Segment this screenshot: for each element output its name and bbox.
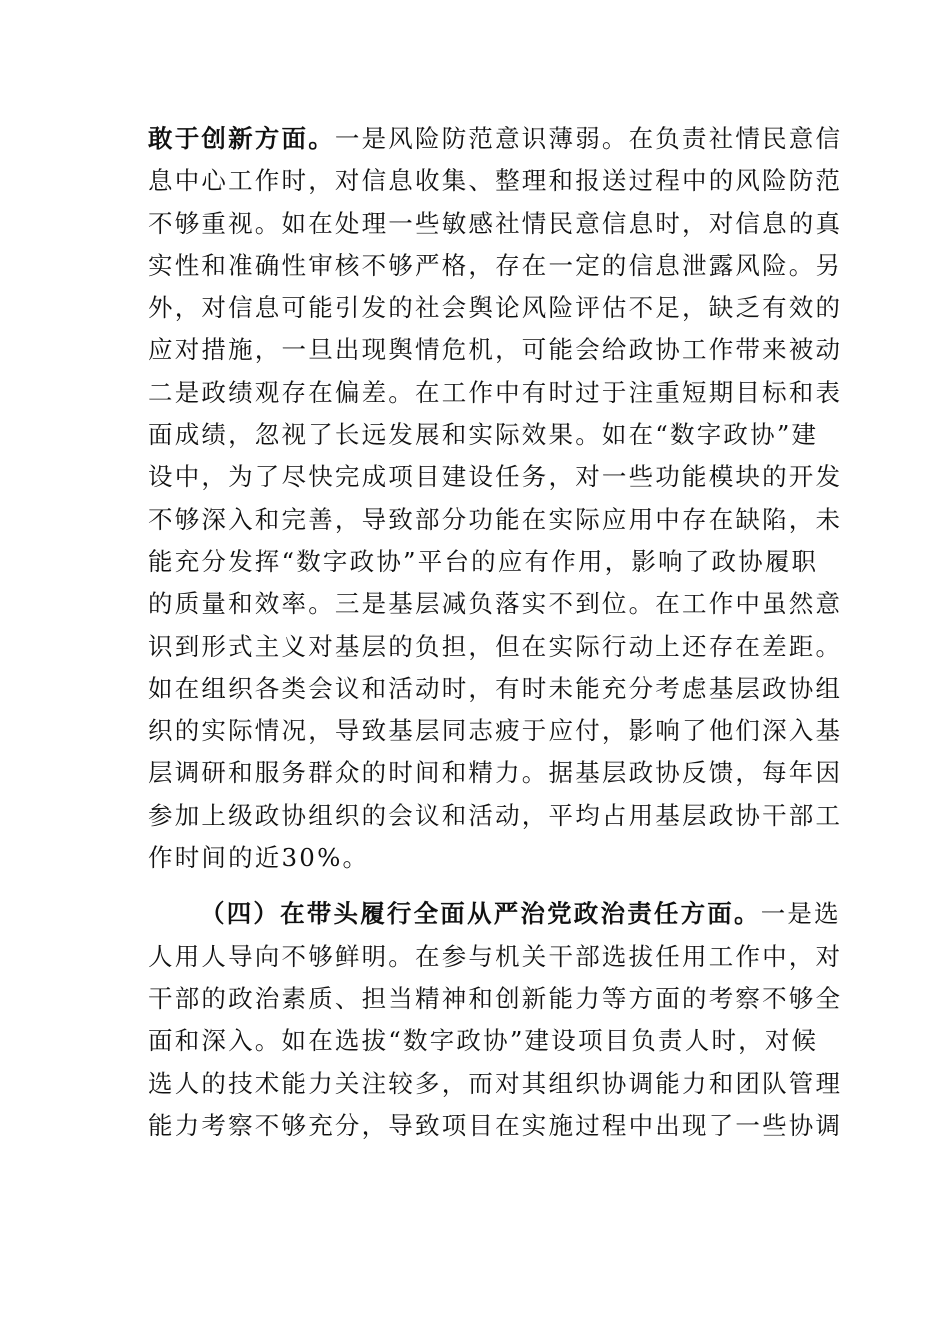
text-line: 面成绩，忽视了长远发展和实际效果。如在“数字政协”建 bbox=[148, 420, 819, 450]
text-line: 不够深入和完善，导致部分功能在实际应用中存在缺陷，未 bbox=[148, 504, 843, 534]
text-line: 外，对信息可能引发的社会舆论风险评估不足，缺乏有效的 bbox=[148, 293, 843, 323]
text-line: 应对措施，一旦出现舆情危机，可能会给政协工作带来被动 bbox=[148, 335, 843, 365]
text-line: 的质量和效率。三是基层减负落实不到位。在工作中虽然意 bbox=[148, 589, 843, 619]
text-line: 二是政绩观存在偏差。在工作中有时过于注重短期目标和表 bbox=[148, 377, 843, 407]
text-line: 识到形式主义对基层的负担，但在实际行动上还存在差距。 bbox=[148, 631, 843, 661]
text-line: 敢于创新方面。一是风险防范意识薄弱。在负责社情民意信 bbox=[148, 124, 843, 153]
paragraph-self-criticism-innovation bbox=[148, 118, 843, 879]
text-line: （四）在带头履行全面从严治党政治责任方面。一是选 bbox=[200, 899, 841, 929]
text-line: 选人的技术能力关注较多，而对其组织协调能力和团队管理 bbox=[148, 1068, 843, 1098]
text-line: 参加上级政协组织的会议和活动，平均占用基层政协干部工 bbox=[148, 800, 843, 830]
text-line: 能充分发挥“数字政协”平台的应有作用，影响了政协履职 bbox=[148, 546, 819, 576]
paragraph-party-governance bbox=[148, 893, 843, 1147]
section-heading: （四）在带头履行全面从严治党政治责任方面。 bbox=[200, 899, 761, 929]
text-line: 如在组织各类会议和活动时，有时未能充分考虑基层政协组 bbox=[148, 673, 843, 703]
text-line: 层调研和服务群众的时间和精力。据基层政协反馈，每年因 bbox=[148, 758, 843, 788]
text-line: 人用人导向不够鲜明。在参与机关干部选拔任用工作中，对 bbox=[148, 941, 843, 971]
text-line: 能力考察不够充分，导致项目在实施过程中出现了一些协调 bbox=[148, 1110, 843, 1140]
section-heading: 敢于创新方面。 bbox=[148, 124, 335, 153]
text-line: 不够重视。如在处理一些敏感社情民意信息时，对信息的真 bbox=[148, 208, 843, 238]
text-line: 实性和准确性审核不够严格，存在一定的信息泄露风险。另 bbox=[148, 250, 843, 280]
paragraph-spacer bbox=[148, 879, 810, 893]
text-line: 作时间的近30%。 bbox=[148, 843, 370, 873]
text-line: 息中心工作时，对信息收集、整理和报送过程中的风险防范 bbox=[148, 166, 843, 196]
text-line: 设中，为了尽快完成项目建设任务，对一些功能模块的开发 bbox=[148, 462, 843, 492]
text-line: 织的实际情况，导致基层同志疲于应付，影响了他们深入基 bbox=[148, 716, 843, 746]
document-body bbox=[148, 118, 843, 1147]
text-line: 面和深入。如在选拔“数字政协”建设项目负责人时，对候 bbox=[148, 1026, 819, 1056]
text-line: 干部的政治素质、担当精神和创新能力等方面的考察不够全 bbox=[148, 983, 843, 1013]
